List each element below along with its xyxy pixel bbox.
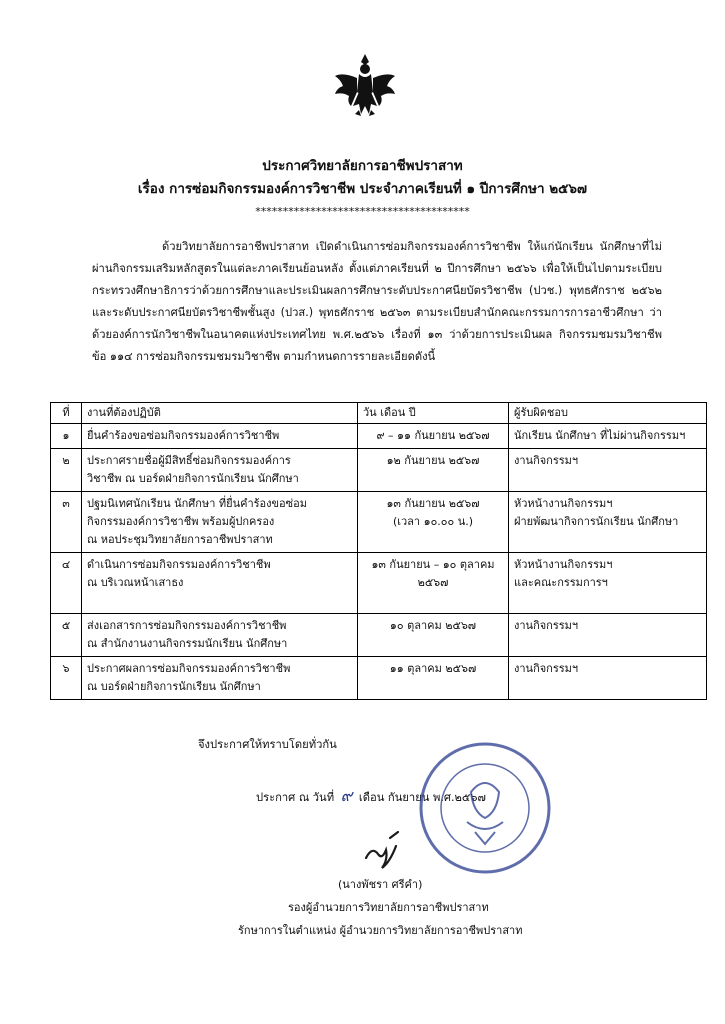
row-owner-line: นักเรียน นักศึกษา ที่ไม่ผ่านกิจกรรมฯ <box>514 429 686 442</box>
table-header-row <box>51 403 707 424</box>
body-paragraph-block <box>92 236 662 368</box>
row-num: ๔ <box>51 553 82 614</box>
schedule-table <box>50 402 707 700</box>
signatory-acting-position: รักษาการในตำแหน่ง ผู้อำนวยการวิทยาลัยการอาชีพปราสาท <box>238 924 523 937</box>
row-owner <box>509 449 707 492</box>
row-task-line: วิชาชีพ ณ บอร์ดฝ่ายกิจการนักเรียน นักศึกษา <box>87 472 299 485</box>
row-date <box>358 614 509 657</box>
body-paragraph: ด้วยวิทยาลัยการอาชีพปราสาท เปิดดำเนินการซ่อมกิจกรรมองค์การวิชาชีพ ให้แก่นักเรียน นักศึกษาที่ไม่ผ่านกิจกรรมเสริมหลักสูตรในแต่ละภาคเรียนย้อนหลัง ตั้งแต่ภาคเรียนที่ ๒ ปีการศึกษา ๒๕๖๖ เพื่อให้เป็นไปตามระเบียบกระทรวงศึกษาธิการว่าด้วยการศึกษาและประเมินผลการศึกษาระดับประกาศนียบัตรวิชาชีพ (ปวช.) พุทธศักราช ๒๕๖๒ และระดับประกาศนียบัตรวิชาชีพชั้นสูง (ปวส.) พุทธศักราช ๒๕๖๓ ตามระเบียบสำนักคณะกรรมการการอาชีวศึกษา ว่าด้วยองค์การนักวิชาชีพในอนาคตแห่งประเทศไทย พ.ศ.๒๕๖๖ เรื่องที่ ๑๓ ว่าด้วยการประเมินผล กิจกรรมชมรมวิชาชีพ ข้อ ๑๑๔ การซ่อมกิจกรรมชมรมวิชาชีพ ตามกำหนดการรายละเอียดดังนี้ <box>92 240 662 363</box>
row-task-line: ณ บอร์ดฝ่ายกิจการนักเรียน นักศึกษา <box>87 680 261 693</box>
row-date <box>358 553 509 614</box>
row-date <box>358 449 509 492</box>
row-task <box>82 449 358 492</box>
row-date-line: ๒๕๖๗ <box>417 576 449 589</box>
row-date <box>358 492 509 553</box>
announcement-title: ประกาศวิทยาลัยการอาชีพปราสาท <box>262 158 463 174</box>
announced-day: ๙ <box>340 786 353 805</box>
row-num: ๒ <box>51 449 82 492</box>
row-owner-line: หัวหน้างานกิจกรรมฯ <box>514 558 613 571</box>
row-num: ๓ <box>51 492 82 553</box>
table-row <box>51 553 707 614</box>
row-date <box>358 424 509 449</box>
table-row <box>51 657 707 700</box>
row-task-line: กิจกรรมองค์การวิชาชีพ พร้อมผู้ปกครอง <box>87 515 275 528</box>
row-task-line: ส่งเอกสารการซ่อมกิจกรรมองค์การวิชาชีพ <box>87 619 287 632</box>
row-date-line: ๙ – ๑๑ กันยายน ๒๕๖๗ <box>376 429 490 442</box>
row-owner-line: ฝ่ายพัฒนากิจการนักเรียน นักศึกษา <box>514 515 679 528</box>
row-owner <box>509 492 707 553</box>
row-owner <box>509 657 707 700</box>
announcement-subject: เรื่อง การซ่อมกิจกรรมองค์การวิชาชีพ ประจำภาคเรียนที่ ๑ ปีการศึกษา ๒๕๖๗ <box>137 181 588 197</box>
row-task-line: ยื่นคำร้องขอซ่อมกิจกรรมองค์การวิชาชีพ <box>87 429 280 442</box>
separator-line: *************************************** <box>255 205 470 218</box>
row-task-line <box>87 592 352 610</box>
row-num: ๑ <box>51 424 82 449</box>
signatory-name: (นางพัชรา ศรีคำ) <box>338 878 423 891</box>
row-date-line: ๑๐ ตุลาคม ๒๕๖๗ <box>389 619 477 632</box>
row-date-line: ๑๓ กันยายน ๒๕๖๗ <box>386 497 480 510</box>
row-owner-line: งานกิจกรรมฯ <box>514 619 579 632</box>
row-owner-line: งานกิจกรรมฯ <box>514 454 579 467</box>
row-date-line: ๑๑ ตุลาคม ๒๕๖๗ <box>389 662 477 675</box>
signatory-position: รองผู้อำนวยการวิทยาลัยการอาชีพปราสาท <box>288 901 489 914</box>
row-task <box>82 424 358 449</box>
table-row <box>51 449 707 492</box>
table-row <box>51 424 707 449</box>
header-owner: ผู้รับผิดชอบ <box>509 403 707 424</box>
garuda-emblem-icon <box>333 52 397 122</box>
row-task <box>82 614 358 657</box>
header-task: งานที่ต้องปฏิบัติ <box>82 403 358 424</box>
header-num: ที่ <box>51 403 82 424</box>
signature-icon <box>360 828 410 878</box>
table-row <box>51 614 707 657</box>
closing-notice: จึงประกาศให้ทราบโดยทั่วกัน <box>198 738 337 751</box>
table-row <box>51 492 707 553</box>
row-date-line: ๑๓ กันยายน – ๑๐ ตุลาคม <box>371 558 495 571</box>
college-seal-icon <box>415 738 555 878</box>
row-task <box>82 553 358 614</box>
row-task-line: ประกาศผลการซ่อมกิจกรรมองค์การวิชาชีพ <box>87 662 291 675</box>
row-date <box>358 657 509 700</box>
row-owner <box>509 614 707 657</box>
row-task-line: ประกาศรายชื่อผู้มีสิทธิ์ซ่อมกิจกรรมองค์การ <box>87 454 291 467</box>
row-owner <box>509 424 707 449</box>
row-task <box>82 657 358 700</box>
row-num: ๕ <box>51 614 82 657</box>
announced-prefix: ประกาศ ณ วันที่ <box>256 791 335 804</box>
header-date: วัน เดือน ปี <box>358 403 509 424</box>
row-num: ๖ <box>51 657 82 700</box>
row-task-line: ดำเนินการซ่อมกิจกรรมองค์การวิชาชีพ <box>87 558 271 571</box>
row-date-line: (เวลา ๑๐.๐๐ น.) <box>392 515 474 528</box>
row-task-line: ปฐมนิเทศนักเรียน นักศึกษา ที่ยื่นคำร้องขอซ่อม <box>87 497 307 510</box>
row-owner <box>509 553 707 614</box>
row-task-line: ณ สำนักงานงานกิจกรรมนักเรียน นักศึกษา <box>87 637 288 650</box>
announced-suffix: เดือน กันยายน พ.ศ.๒๕๖๗ <box>358 791 486 804</box>
row-task-line: ณ บริเวณหน้าเสาธง <box>87 576 184 589</box>
row-owner-line: งานกิจกรรมฯ <box>514 662 579 675</box>
row-task-line: ณ หอประชุมวิทยาลัยการอาชีพปราสาท <box>87 533 273 546</box>
row-date-line: ๑๒ กันยายน ๒๕๖๗ <box>386 454 480 467</box>
row-owner-line: หัวหน้างานกิจกรรมฯ <box>514 497 613 510</box>
row-task <box>82 492 358 553</box>
row-owner-line: และคณะกรรมการฯ <box>514 576 608 589</box>
